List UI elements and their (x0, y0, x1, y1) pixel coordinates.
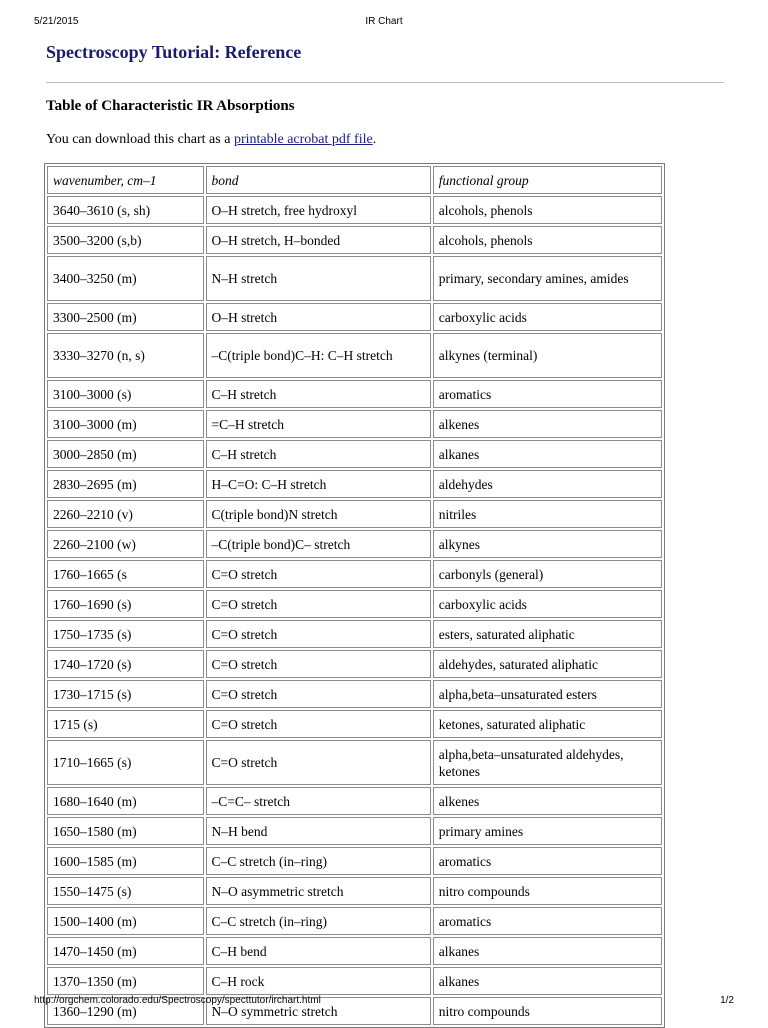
functional-group-cell: alkenes (433, 410, 662, 438)
ir-absorption-table (44, 163, 665, 1028)
functional-group-cell: alpha,beta–unsaturated aldehydes, ketones (433, 740, 662, 785)
functional-group-cell: aldehydes (433, 470, 662, 498)
wavenumber-cell: 1750–1735 (s) (47, 620, 204, 648)
page-number: 1/2 (720, 995, 734, 1006)
wavenumber-cell: 1710–1665 (s) (47, 740, 204, 785)
bond-cell: C=O stretch (206, 560, 431, 588)
functional-group-cell: alkanes (433, 967, 662, 995)
wavenumber-cell: 1760–1690 (s) (47, 590, 204, 618)
wavenumber-cell: 1730–1715 (s) (47, 680, 204, 708)
functional-group-cell: alkanes (433, 440, 662, 468)
table-row (47, 333, 662, 378)
print-page-title: IR Chart (365, 16, 403, 27)
bond-cell: C=O stretch (206, 590, 431, 618)
functional-group-cell: aromatics (433, 380, 662, 408)
table-row (47, 710, 662, 738)
bond-cell: O–H stretch, free hydroxyl (206, 196, 431, 224)
bond-cell: C=O stretch (206, 650, 431, 678)
wavenumber-cell: 1370–1350 (m) (47, 967, 204, 995)
bond-cell: –C=C– stretch (206, 787, 431, 815)
header-wavenumber: wavenumber, cm–1 (47, 166, 204, 194)
functional-group-cell: esters, saturated aliphatic (433, 620, 662, 648)
bond-cell: C–H stretch (206, 440, 431, 468)
functional-group-cell: alcohols, phenols (433, 226, 662, 254)
bond-cell: C=O stretch (206, 680, 431, 708)
bond-cell: C=O stretch (206, 740, 431, 785)
functional-group-cell: carboxylic acids (433, 303, 662, 331)
wavenumber-cell: 2260–2210 (v) (47, 500, 204, 528)
wavenumber-cell: 3100–3000 (m) (47, 410, 204, 438)
functional-group-cell: aromatics (433, 907, 662, 935)
table-row (47, 937, 662, 965)
bond-cell: C=O stretch (206, 710, 431, 738)
print-header (0, 16, 768, 30)
wavenumber-cell: 1550–1475 (s) (47, 877, 204, 905)
bond-cell: C–H stretch (206, 380, 431, 408)
functional-group-cell: nitro compounds (433, 877, 662, 905)
header-functional-group: functional group (433, 166, 662, 194)
bond-cell: –C(triple bond)C–H: C–H stretch (206, 333, 431, 378)
wavenumber-cell: 3000–2850 (m) (47, 440, 204, 468)
wavenumber-cell: 2260–2100 (w) (47, 530, 204, 558)
wavenumber-cell: 3500–3200 (s,b) (47, 226, 204, 254)
bond-cell: N–O symmetric stretch (206, 997, 431, 1025)
table-row (47, 500, 662, 528)
bond-cell: C–H rock (206, 967, 431, 995)
functional-group-cell: primary, secondary amines, amides (433, 256, 662, 301)
table-row (47, 226, 662, 254)
wavenumber-cell: 2830–2695 (m) (47, 470, 204, 498)
table-header-row (47, 166, 662, 194)
table-row (47, 590, 662, 618)
functional-group-cell: carboxylic acids (433, 590, 662, 618)
intro-after-link: . (372, 132, 377, 147)
table-row (47, 410, 662, 438)
table-row (47, 440, 662, 468)
wavenumber-cell: 1715 (s) (47, 710, 204, 738)
functional-group-cell: ketones, saturated aliphatic (433, 710, 662, 738)
wavenumber-cell: 1600–1585 (m) (47, 847, 204, 875)
table-row (47, 787, 662, 815)
source-url: http://orgchem.colorado.edu/Spectroscopy/specttutor/irchart.html (34, 995, 321, 1006)
table-row (47, 470, 662, 498)
table-row (47, 196, 662, 224)
pdf-download-link[interactable]: printable acrobat pdf file (233, 132, 373, 147)
functional-group-cell: primary amines (433, 817, 662, 845)
wavenumber-cell: 1650–1580 (m) (47, 817, 204, 845)
bond-cell: –C(triple bond)C– stretch (206, 530, 431, 558)
wavenumber-cell: 1360–1290 (m) (47, 997, 204, 1025)
bond-cell: C–C stretch (in–ring) (206, 847, 431, 875)
site-title: Spectroscopy Tutorial: Reference (46, 42, 302, 62)
bond-cell: O–H stretch (206, 303, 431, 331)
bond-cell: N–H bend (206, 817, 431, 845)
functional-group-cell: aromatics (433, 847, 662, 875)
bond-cell: O–H stretch, H–bonded (206, 226, 431, 254)
wavenumber-cell: 3640–3610 (s, sh) (47, 196, 204, 224)
bond-cell: C(triple bond)N stretch (206, 500, 431, 528)
wavenumber-cell: 3330–3270 (n, s) (47, 333, 204, 378)
bond-cell: N–H stretch (206, 256, 431, 301)
bond-cell: H–C=O: C–H stretch (206, 470, 431, 498)
bond-cell: C–H bend (206, 937, 431, 965)
table-row (47, 650, 662, 678)
functional-group-cell: nitriles (433, 500, 662, 528)
functional-group-cell: carbonyls (general) (433, 560, 662, 588)
header-divider (46, 82, 724, 83)
print-date: 5/21/2015 (34, 16, 79, 27)
functional-group-cell: alkanes (433, 937, 662, 965)
table-row (47, 303, 662, 331)
table-row (47, 620, 662, 648)
functional-group-cell: nitro compounds (433, 997, 662, 1025)
wavenumber-cell: 3300–2500 (m) (47, 303, 204, 331)
intro-text (46, 132, 376, 148)
table-row (47, 680, 662, 708)
functional-group-cell: alcohols, phenols (433, 196, 662, 224)
wavenumber-cell: 3100–3000 (s) (47, 380, 204, 408)
wavenumber-cell: 1680–1640 (m) (47, 787, 204, 815)
table-row (47, 740, 662, 785)
table-row (47, 530, 662, 558)
wavenumber-cell: 1500–1400 (m) (47, 907, 204, 935)
header-bond: bond (206, 166, 431, 194)
bond-cell: C–C stretch (in–ring) (206, 907, 431, 935)
intro-before-link: You can download this chart as a (46, 132, 234, 147)
table-row (47, 907, 662, 935)
table-row (47, 877, 662, 905)
functional-group-cell: alkynes (terminal) (433, 333, 662, 378)
wavenumber-cell: 3400–3250 (m) (47, 256, 204, 301)
wavenumber-cell: 1740–1720 (s) (47, 650, 204, 678)
bond-cell: N–O asymmetric stretch (206, 877, 431, 905)
table-row (47, 847, 662, 875)
functional-group-cell: aldehydes, saturated aliphatic (433, 650, 662, 678)
bond-cell: C=O stretch (206, 620, 431, 648)
wavenumber-cell: 1470–1450 (m) (47, 937, 204, 965)
wavenumber-cell: 1760–1665 (s (47, 560, 204, 588)
bond-cell: =C–H stretch (206, 410, 431, 438)
functional-group-cell: alpha,beta–unsaturated esters (433, 680, 662, 708)
table-row (47, 817, 662, 845)
table-row (47, 380, 662, 408)
functional-group-cell: alkynes (433, 530, 662, 558)
table-heading: Table of Characteristic IR Absorptions (46, 98, 295, 114)
table-row (47, 560, 662, 588)
functional-group-cell: alkenes (433, 787, 662, 815)
table-row (47, 256, 662, 301)
table-row (47, 967, 662, 995)
print-footer (0, 995, 768, 1009)
